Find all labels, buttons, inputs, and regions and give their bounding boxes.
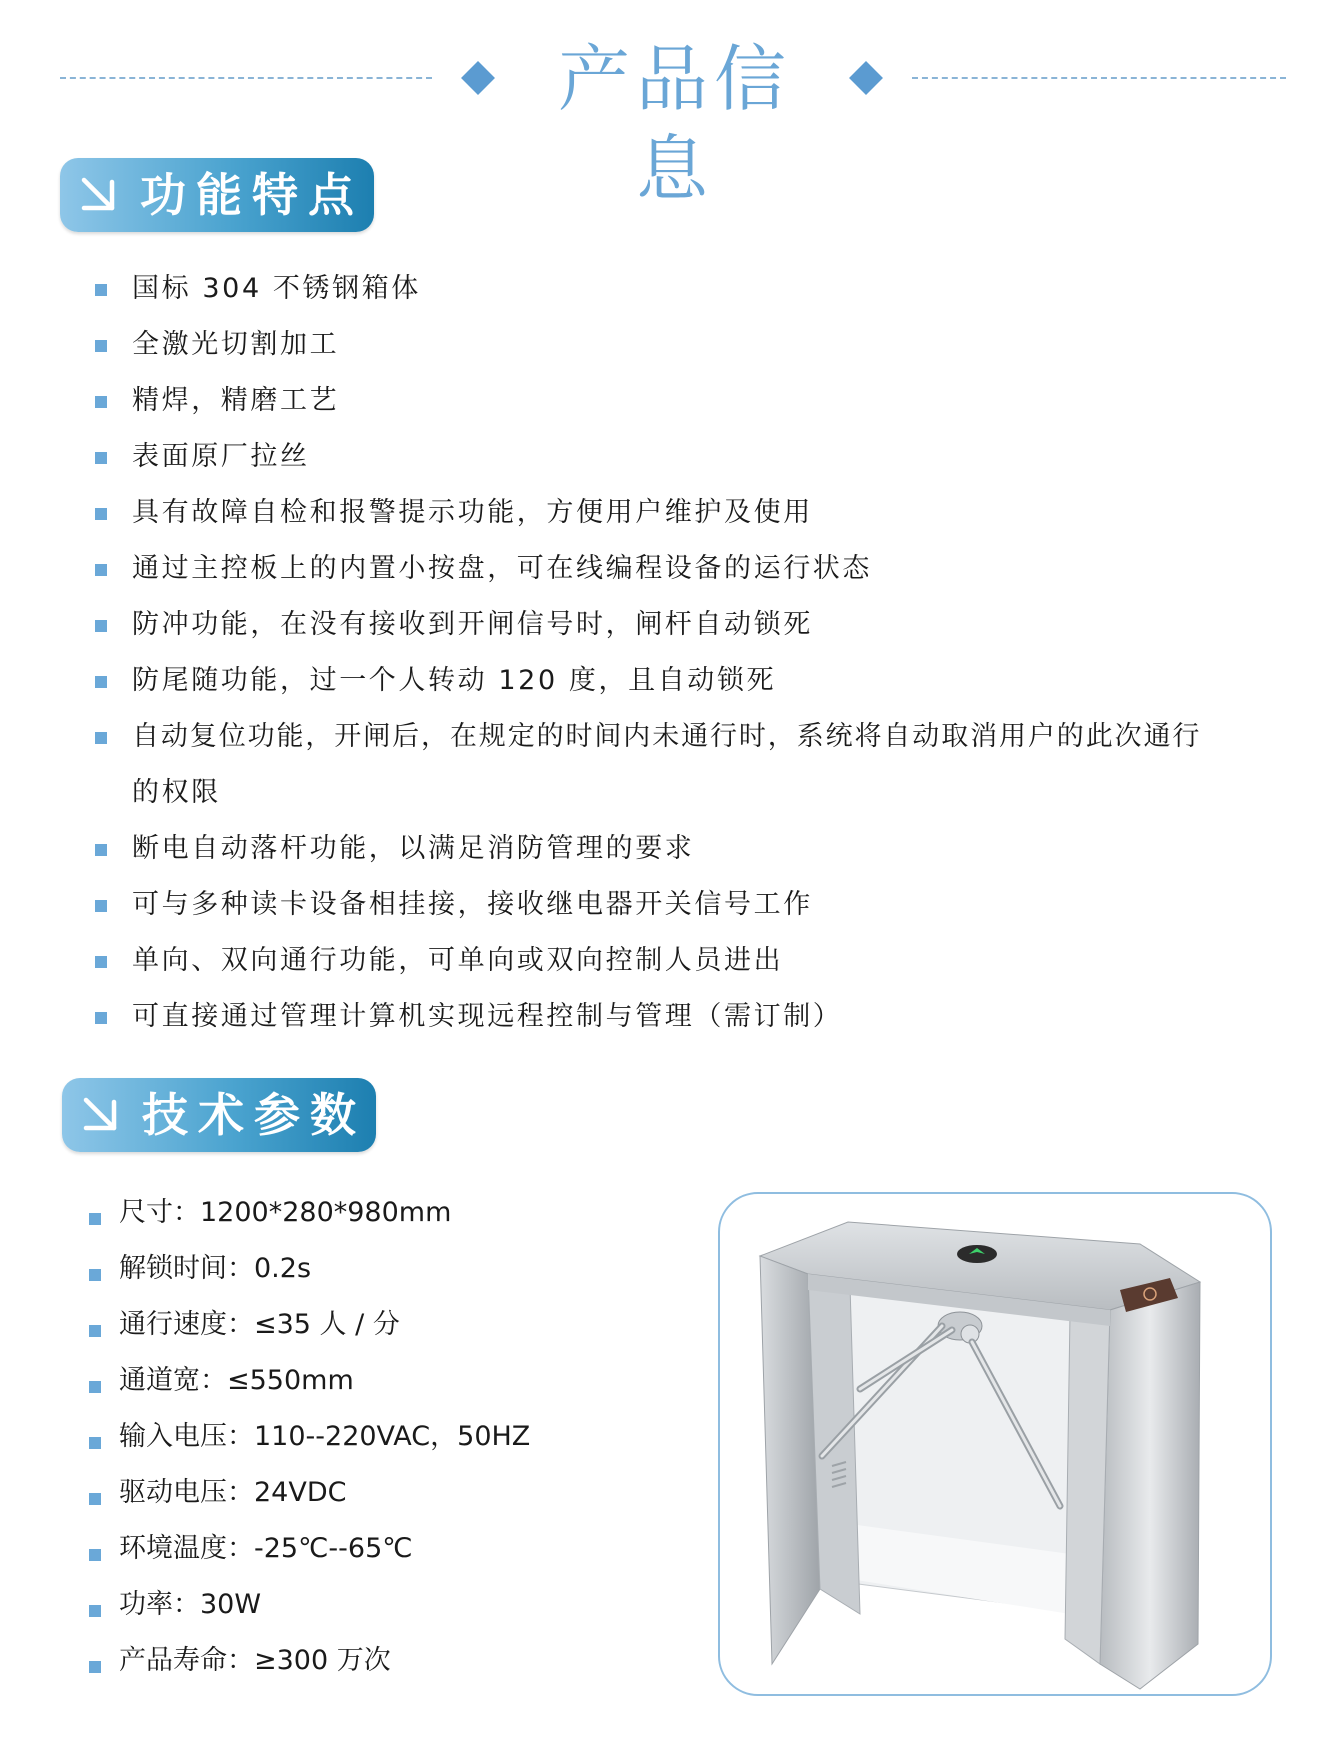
spec-item: 输入电压：110--220VAC，50HZ	[119, 1421, 531, 1452]
spec-item: 产品寿命：≥300 万次	[119, 1645, 391, 1676]
feature-item: 防冲功能，在没有接收到开闸信号时，闸杆自动锁死	[132, 609, 813, 640]
feature-item: 精焊，精磨工艺	[132, 385, 340, 416]
product-photo-frame	[718, 1192, 1272, 1696]
square-bullet-icon	[89, 1269, 101, 1281]
page-title: 产品信息	[557, 37, 792, 211]
spec-item: 功率：30W	[119, 1589, 262, 1620]
square-bullet-icon	[95, 340, 107, 352]
square-bullet-icon	[95, 676, 107, 688]
diamond-icon	[849, 61, 883, 95]
square-bullet-icon	[95, 1012, 107, 1024]
specs-title: 技术参数	[142, 1088, 366, 1142]
features-banner	[60, 158, 374, 232]
spec-item: 驱动电压：24VDC	[119, 1477, 347, 1508]
square-bullet-icon	[89, 1493, 101, 1505]
feature-item: 国标 304 不锈钢箱体	[132, 273, 421, 304]
feature-item: 可与多种读卡设备相挂接，接收继电器开关信号工作	[132, 889, 813, 920]
feature-item: 具有故障自检和报警提示功能，方便用户维护及使用	[132, 497, 813, 528]
spec-item: 通行速度：≤35 人 / 分	[119, 1309, 400, 1340]
square-bullet-icon	[89, 1381, 101, 1393]
square-bullet-icon	[89, 1549, 101, 1561]
spec-item: 通道宽：≤550mm	[119, 1365, 354, 1396]
square-bullet-icon	[95, 900, 107, 912]
specs-banner	[62, 1078, 376, 1152]
arrow-down-right-icon	[80, 1094, 122, 1136]
header-dash-left	[60, 77, 432, 79]
feature-item: 自动复位功能，开闸后，在规定的时间内未通行时，系统将自动取消用户的此次通行	[132, 721, 1202, 752]
square-bullet-icon	[89, 1325, 101, 1337]
square-bullet-icon	[95, 396, 107, 408]
spec-item: 解锁时间：0.2s	[119, 1253, 312, 1284]
feature-item: 通过主控板上的内置小按盘，可在线编程设备的运行状态	[132, 553, 872, 584]
square-bullet-icon	[95, 620, 107, 632]
square-bullet-icon	[95, 956, 107, 968]
feature-item: 防尾随功能，过一个人转动 120 度，且自动锁死	[132, 665, 777, 696]
feature-item: 全激光切割加工	[132, 329, 340, 360]
spec-item: 环境温度：-25℃--65℃	[119, 1533, 413, 1564]
turnstile-product-image	[720, 1194, 1270, 1694]
feature-item-continuation: 的权限	[132, 777, 221, 808]
arrow-down-right-icon	[78, 174, 120, 216]
feature-item: 断电自动落杆功能，以满足消防管理的要求	[132, 833, 695, 864]
header-dash-right	[912, 77, 1286, 79]
square-bullet-icon	[95, 452, 107, 464]
square-bullet-icon	[95, 844, 107, 856]
square-bullet-icon	[89, 1213, 101, 1225]
square-bullet-icon	[95, 284, 107, 296]
diamond-icon	[461, 61, 495, 95]
square-bullet-icon	[89, 1605, 101, 1617]
square-bullet-icon	[95, 564, 107, 576]
square-bullet-icon	[89, 1437, 101, 1449]
feature-item: 单向、双向通行功能，可单向或双向控制人员进出	[132, 945, 784, 976]
feature-item: 表面原厂拉丝	[132, 441, 310, 472]
square-bullet-icon	[95, 732, 107, 744]
features-title: 功能特点	[140, 168, 364, 222]
square-bullet-icon	[95, 508, 107, 520]
spec-item: 尺寸：1200*280*980mm	[119, 1197, 452, 1228]
square-bullet-icon	[89, 1661, 101, 1673]
feature-item: 可直接通过管理计算机实现远程控制与管理（需订制）	[132, 1001, 843, 1032]
